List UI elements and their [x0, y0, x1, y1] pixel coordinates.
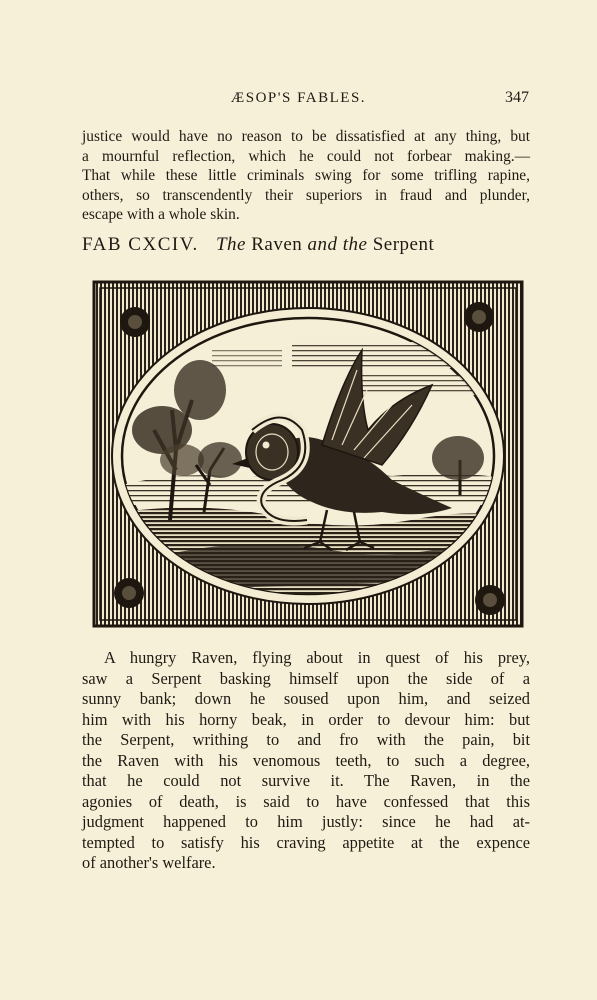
paragraph-line: the Raven with his venomous teeth, to such a degree, — [82, 750, 530, 770]
running-title: ÆSOP'S FABLES. — [230, 90, 367, 106]
fable-title-raven: Raven — [251, 234, 303, 255]
fable-title-the: The — [215, 234, 246, 255]
paragraph-line: agonies of death, is said to have confessed that this — [82, 791, 530, 811]
page-number: 347 — [505, 89, 529, 106]
top-paragraph — [82, 127, 530, 225]
paragraph-line: the Serpent, writhing to and fro with the pain, bit — [82, 730, 530, 749]
paragraph-line: escape with a whole skin. — [82, 206, 240, 223]
paragraph-line: of another's welfare. — [82, 853, 216, 872]
fable-title-serpent: Serpent — [372, 234, 435, 255]
running-head — [0, 90, 597, 112]
fable-heading — [82, 234, 530, 256]
paragraph-line: others, so transcendently their superiors in fraud and plunder, — [82, 186, 530, 204]
paragraph-line: judgment happened to him justly: since he had at- — [82, 812, 530, 831]
paragraph-line: A hungry Raven, flying about in quest of his prey, — [104, 648, 530, 667]
paragraph-line: saw a Serpent basking himself upon the side of a — [82, 668, 530, 688]
paragraph-line: that he could not survive it. The Raven, in the — [82, 771, 530, 790]
fable-number: FAB CXCIV. — [82, 234, 199, 255]
fable-title-and-the: and the — [307, 234, 368, 255]
paragraph-line: a mournful reflection, which he could not forbear making.— — [82, 147, 530, 165]
fable-text — [82, 648, 530, 874]
paragraph-line: justice would have no reason to be dissatisfied at any thing, but — [82, 128, 530, 145]
paragraph-line: That while these little criminals swing for some trifling rapine, — [82, 167, 530, 184]
woodcut-illustration — [92, 280, 524, 628]
paragraph-line: sunny bank; down he soused upon him, and seized — [82, 689, 530, 708]
paragraph-line: tempted to satisfy his craving appetite at the expence — [82, 832, 530, 852]
paragraph-line: him with his horny beak, in order to devour him: but — [82, 709, 530, 729]
